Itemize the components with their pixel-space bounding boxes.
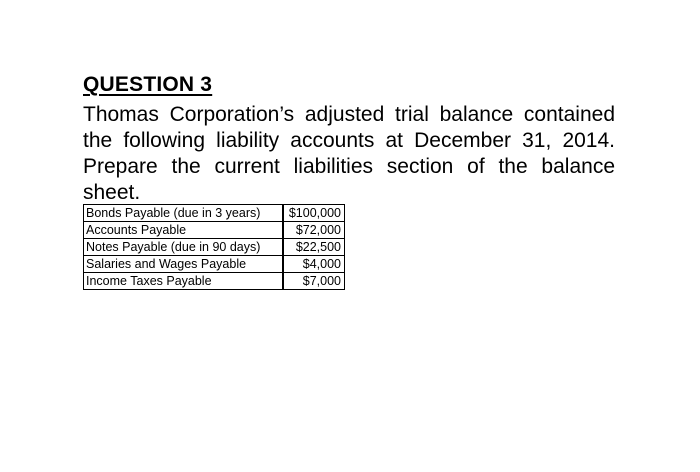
account-amount: $72,000 [283,222,345,239]
account-amount: $22,500 [283,239,345,256]
account-name: Accounts Payable [84,222,284,239]
question-heading: QUESTION 3 [83,73,213,96]
account-name: Salaries and Wages Payable [84,256,284,273]
table-row [84,205,345,222]
account-amount: $7,000 [283,273,345,290]
account-name: Notes Payable (due in 90 days) [84,239,284,256]
question-text: Thomas Corporation’s adjusted trial balance contained the following liability accounts at December 31, 2014. Prepare the current liabilities section of the balance sheet. [83,103,615,204]
account-name: Income Taxes Payable [84,273,284,290]
account-amount: $4,000 [283,256,345,273]
table-row [84,239,345,256]
account-name: Bonds Payable (due in 3 years) [84,205,284,222]
table-row [84,256,345,273]
table-row [84,222,345,239]
liability-accounts-table [83,204,345,290]
account-amount: $100,000 [283,205,345,222]
table-row [84,273,345,290]
